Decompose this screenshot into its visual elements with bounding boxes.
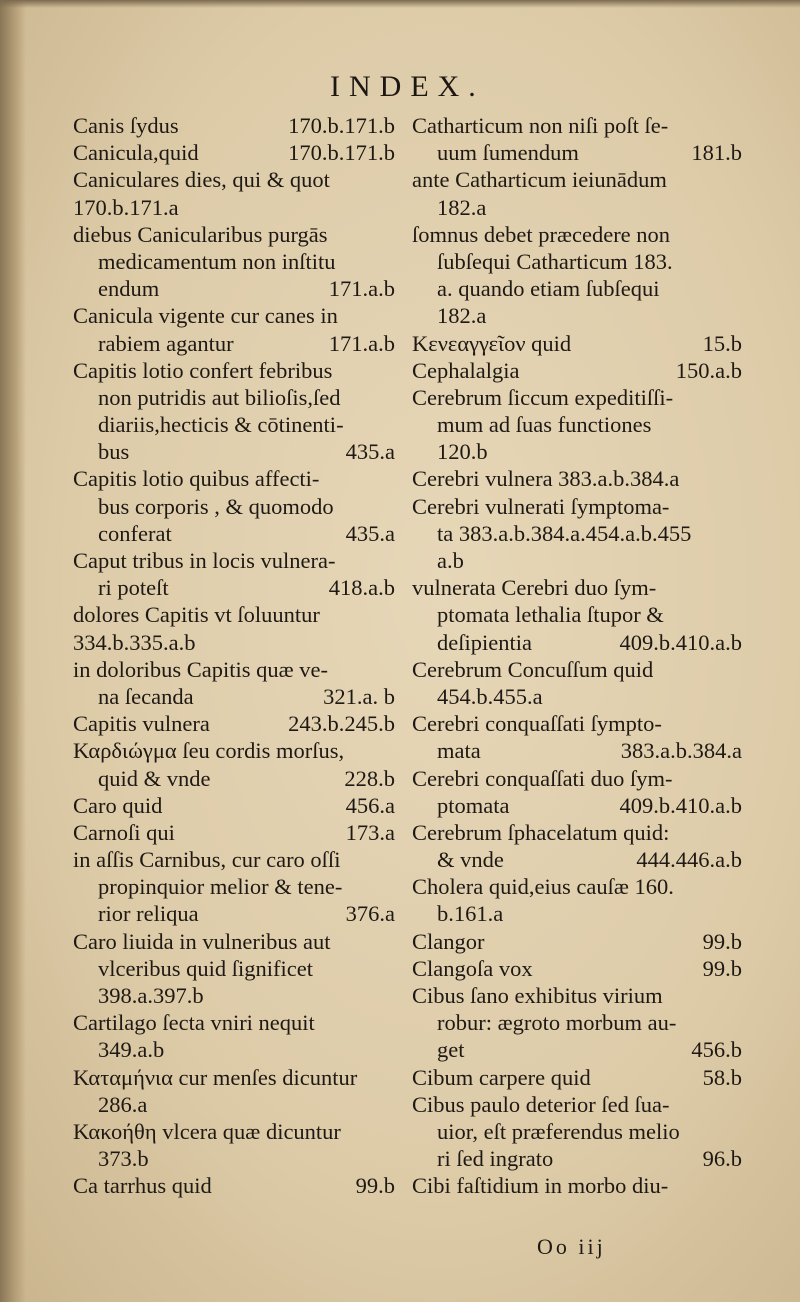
index-entry-text: in aſſis Carnibus, cur caro oſſi [73, 847, 341, 873]
index-entry-reference: 444.446.a.b [636, 847, 742, 873]
page-title: INDEX. [330, 70, 485, 103]
index-entry-reference: 435.a [345, 439, 395, 465]
index-entry-text: Cerebri vulnerati ſymptoma- [412, 493, 670, 519]
index-entry-reference: 181.b [691, 140, 742, 166]
index-entry-text: ri poteſt [98, 575, 169, 601]
index-entry-line [412, 737, 742, 764]
index-entry-line [412, 765, 742, 792]
index-entry-line [412, 928, 742, 955]
index-entry-line [412, 493, 742, 520]
index-entry-line [73, 547, 395, 574]
index-entry-line [412, 792, 742, 819]
index-entry-line [412, 873, 742, 900]
index-entry-line [412, 547, 742, 574]
index-entry-line [73, 438, 395, 465]
index-entry-line [73, 1118, 395, 1145]
index-entry-text: diebus Canicularibus purgās [73, 221, 328, 247]
index-entry-reference: 150.a.b [675, 357, 742, 383]
index-entry-line [412, 1118, 742, 1145]
index-entry-line [73, 194, 395, 221]
index-entry-line [73, 1145, 395, 1172]
index-entry-reference: 376.a [345, 901, 395, 927]
index-entry-text: Capitis vulnera [73, 711, 210, 737]
index-entry-line [412, 846, 742, 873]
index-entry-line [412, 1009, 742, 1036]
index-entry-line [412, 629, 742, 656]
index-entry-text: na ſecanda [98, 683, 194, 709]
index-entry-line [73, 302, 395, 329]
index-entry-reference: 96.b [702, 1146, 742, 1172]
index-entry-text: Canicula,quid [73, 140, 199, 166]
index-entry-text: vlceribus quid ſignificet [98, 955, 313, 981]
index-entry-line [412, 520, 742, 547]
index-entry-line [412, 194, 742, 221]
index-entry-reference: 243.b.245.b [288, 711, 395, 737]
index-entry-text: 334.b.335.a.b [73, 629, 196, 655]
index-entry-line [73, 737, 395, 764]
index-entry-text: rabiem agantur [98, 330, 234, 356]
index-entry-text: a.b [437, 548, 464, 573]
index-entry-text: uum ſumendum [437, 140, 579, 166]
index-entry-line [73, 411, 395, 438]
index-entry-line [73, 792, 395, 819]
index-entry-text: Cartilago ſecta vniri nequit [73, 1010, 315, 1036]
index-entry-text: robur: ægroto morbum au- [437, 1010, 677, 1036]
index-entry-line [73, 955, 395, 982]
index-entry-reference: 171.a.b [328, 330, 395, 356]
index-entry-reference: 170.b.171.b [288, 140, 395, 166]
index-entry-line [73, 248, 395, 275]
index-entry-line [73, 982, 395, 1009]
index-entry-reference: 228.b [344, 765, 395, 791]
index-entry-line [412, 1036, 742, 1063]
index-entry-text: endum [98, 276, 160, 302]
index-entry-text: 182.a [437, 194, 487, 220]
index-entry-line [412, 248, 742, 275]
index-entry-line [73, 465, 395, 492]
index-entry-text: mata [437, 738, 481, 764]
index-entry-text: 286.a [98, 1091, 148, 1117]
index-entry-line [412, 955, 742, 982]
index-entry-line [412, 438, 742, 465]
index-entry-reference: 99.b [355, 1173, 395, 1199]
index-entry-line [412, 411, 742, 438]
index-entry-text: Cibus ſano exhibitus virium [412, 983, 663, 1008]
index-entry-text: Catharticum non niſi poſt ſe- [412, 113, 669, 138]
index-entry-line [73, 493, 395, 520]
index-entry-text: Clangoſa vox [412, 955, 533, 981]
index-entry-line [73, 819, 395, 846]
index-entry-text: Κενεαγγεῖον quid [412, 330, 572, 356]
index-entry-text: Cerebrum ſphacelatum quid: [412, 819, 670, 845]
index-entry-text: Cibi faſtidium in morbo diu- [412, 1173, 669, 1199]
index-entry-line [412, 357, 742, 384]
index-entry-line [412, 710, 742, 737]
index-entry-text: in doloribus Capitis quæ ve- [73, 656, 328, 682]
index-entry-text: Cerebrum ſiccum expeditiſſi- [412, 384, 674, 410]
index-entry-line [412, 1145, 742, 1172]
index-entry-reference: 383.a.b.384.a [620, 738, 742, 764]
index-entry-text: Caro quid [73, 792, 163, 818]
index-entry-line [73, 928, 395, 955]
index-entry-text: deſipientia [437, 629, 532, 655]
index-entry-text: medicamentum non inſtitu [98, 248, 336, 274]
index-entry-line [412, 302, 742, 329]
index-entry-line [73, 601, 395, 628]
index-entry-text: Cerebri vulnera 383.a.b.384.a [412, 466, 680, 492]
index-entry-line [412, 1091, 742, 1118]
index-entry-reference: 99.b [702, 955, 742, 981]
index-entry-reference: 173.a [345, 819, 395, 845]
index-entry-line [73, 520, 395, 547]
index-entry-line [73, 1064, 395, 1091]
index-entry-line [73, 629, 395, 656]
index-entry-line [412, 166, 742, 193]
index-entry-text: ſomnus debet præcedere non [412, 221, 671, 247]
index-entry-text: ptomata lethalia ſtupor & [437, 602, 664, 628]
index-entry-line [412, 819, 742, 846]
index-entry-line [73, 683, 395, 710]
index-entry-line [412, 656, 742, 683]
index-entry-line [73, 574, 395, 601]
index-entry-text: 454.b.455.a [437, 683, 543, 709]
index-entry-text: & vnde [437, 847, 504, 873]
index-entry-reference: 409.b.410.a.b [619, 792, 742, 818]
index-entry-text: Canicula vigente cur canes in [73, 303, 338, 329]
index-entry-text: conferat [98, 520, 172, 546]
index-entry-line [73, 846, 395, 873]
index-entry-text: Cerebrum Concuſſum quid [412, 656, 654, 682]
index-entry-text: bus [98, 439, 130, 465]
index-entry-reference: 409.b.410.a.b [619, 629, 742, 655]
index-entry-reference: 321.a. b [323, 683, 395, 709]
index-entry-line [412, 1064, 742, 1091]
index-entry-text: propinquior melior & tene- [98, 874, 343, 900]
index-entry-text: Carnoſi qui [73, 819, 175, 845]
index-entry-line [412, 601, 742, 628]
index-entry-text: ta 383.a.b.384.a.454.a.b.455 [437, 520, 692, 546]
page-top-edge [0, 0, 800, 8]
index-entry-line [412, 221, 742, 248]
index-entry-text: Κακοήθη vlcera quæ dicuntur [73, 1118, 341, 1144]
index-entry-line [412, 384, 742, 411]
index-entry-line [73, 900, 395, 927]
index-entry-text: Canis ſydus [73, 113, 179, 138]
index-entry-line [73, 873, 395, 900]
index-entry-reference: 456.a [345, 792, 395, 818]
index-entry-text: 373.b [98, 1146, 149, 1172]
index-entry-reference: 435.a [345, 520, 395, 546]
index-entry-line [73, 330, 395, 357]
index-entry-text: Caput tribus in locis vulnera- [73, 548, 336, 573]
index-entry-text: mum ad ſuas functiones [437, 412, 652, 438]
index-entry-text: Cerebri conquaſſati duo ſym- [412, 765, 673, 791]
index-entry-reference: 99.b [702, 928, 742, 954]
index-entry-line [412, 112, 742, 139]
index-column-left [73, 112, 395, 1200]
index-entry-reference: 171.a.b [328, 276, 395, 302]
index-entry-text: get [437, 1037, 465, 1063]
index-entry-text: Ca tarrhus quid [73, 1173, 212, 1199]
index-entry-reference: 456.b [691, 1037, 742, 1063]
index-entry-text: 349.a.b [98, 1037, 165, 1063]
index-entry-line [73, 1172, 395, 1199]
index-entry-text: Cephalalgia [412, 357, 520, 383]
index-entry-text: 120.b [437, 439, 488, 465]
index-entry-text: Cholera quid,eius cauſæ 160. [412, 874, 674, 900]
index-entry-line [73, 112, 395, 139]
index-entry-text: Cerebri conquaſſati ſympto- [412, 711, 662, 737]
index-entry-text: non putridis aut bilioſis,ſed [98, 384, 341, 410]
index-entry-text: b.161.a [437, 901, 504, 927]
index-entry-line [73, 656, 395, 683]
index-entry-text: ante Catharticum ieiunādum [412, 167, 667, 193]
index-entry-line [412, 465, 742, 492]
index-entry-text: 182.a [437, 303, 487, 329]
index-entry-line [73, 275, 395, 302]
index-entry-line [73, 357, 395, 384]
index-entry-text: 398.a.397.b [98, 983, 204, 1008]
index-entry-reference: 418.a.b [328, 575, 395, 601]
index-entry-text: quid & vnde [98, 765, 211, 791]
index-entry-text: Cibus paulo deterior ſed ſua- [412, 1091, 670, 1117]
index-entry-reference: 58.b [702, 1064, 742, 1090]
index-entry-line [73, 1091, 395, 1118]
index-entry-text: Capitis lotio quibus affecti- [73, 466, 320, 492]
index-entry-text: Capitis lotio confert febribus [73, 357, 333, 383]
signature-mark: Oo iij [537, 1234, 606, 1259]
index-entry-text: vulnerata Cerebri duo ſym- [412, 575, 657, 601]
index-entry-text: Caniculares dies, qui & quot [73, 167, 330, 193]
index-entry-line [412, 574, 742, 601]
index-entry-text: Cibum carpere quid [412, 1064, 591, 1090]
index-column-right [412, 112, 742, 1200]
index-entry-text: rior reliqua [98, 901, 199, 927]
index-entry-text: uior, eſt præferendus melio [437, 1118, 680, 1144]
index-entry-reference: 15.b [702, 330, 742, 356]
index-entry-line [412, 683, 742, 710]
index-entry-text: Clangor [412, 928, 485, 954]
index-entry-text: Caro liuida in vulneribus aut [73, 928, 331, 954]
index-entry-text: a. quando etiam ſubſequi [437, 276, 660, 302]
index-entry-reference: 170.b.171.b [288, 113, 395, 138]
index-entry-text: 170.b.171.a [73, 194, 179, 220]
index-entry-line [73, 765, 395, 792]
index-entry-text: ptomata [437, 792, 510, 818]
index-entry-line [412, 275, 742, 302]
index-entry-line [73, 221, 395, 248]
index-entry-text: Καταμήνια cur menſes dicuntur [73, 1064, 358, 1090]
index-entry-line [412, 139, 742, 166]
index-entry-line [412, 330, 742, 357]
index-entry-text: Καρδιώγμα ſeu cordis morſus, [73, 738, 345, 764]
page-gutter [0, 0, 26, 1302]
index-entry-line [412, 982, 742, 1009]
index-entry-line [73, 384, 395, 411]
index-entry-text: ri ſed ingrato [437, 1146, 554, 1172]
index-entry-text: diariis,hecticis & cōtinenti- [98, 412, 344, 438]
index-entry-text: ſubſequi Catharticum 183. [437, 248, 673, 274]
index-entry-text: dolores Capitis vt ſoluuntur [73, 602, 320, 628]
index-entry-line [73, 1036, 395, 1063]
index-entry-line [73, 1009, 395, 1036]
index-entry-line [412, 1172, 742, 1199]
index-entry-line [412, 900, 742, 927]
index-entry-line [73, 710, 395, 737]
index-entry-text: bus corporis , & quomodo [98, 493, 334, 519]
index-entry-line [73, 166, 395, 193]
index-entry-line [73, 139, 395, 166]
